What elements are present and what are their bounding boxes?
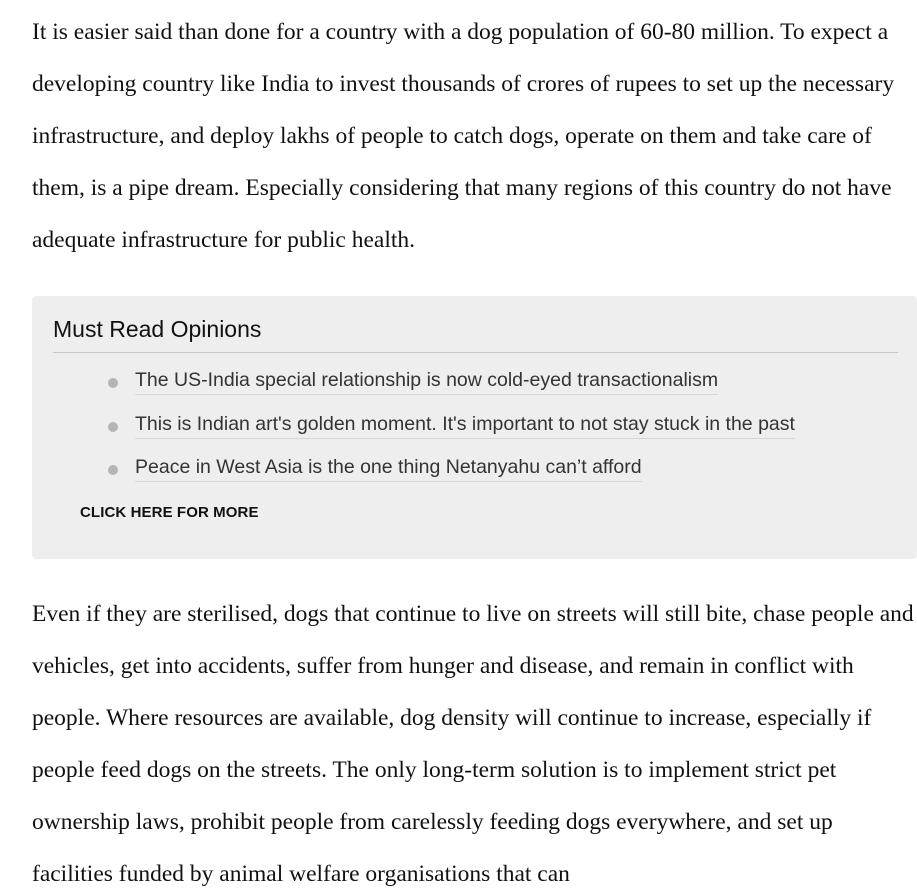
bullet-icon	[108, 465, 118, 475]
bullet-icon	[108, 422, 118, 432]
must-read-title: Must Read Opinions	[53, 316, 262, 342]
opinion-link[interactable]: This is Indian art's golden moment. It's important to not stay stuck in the past	[135, 410, 795, 439]
list-item	[32, 366, 917, 410]
opinions-list	[32, 366, 917, 497]
opinion-link[interactable]: The US-India special relationship is now cold-eyed transactionalism	[135, 366, 718, 395]
bullet-icon	[108, 378, 118, 388]
click-here-for-more-link[interactable]: CLICK HERE FOR MORE	[80, 504, 259, 521]
article-paragraph: It is easier said than done for a country with a dog population of 60-80 million. To expect a developing country like India to invest thousands of crores of rupees to set up the necessary infrastructure, and deploy lakhs of people to catch dogs, operate on them and take care of them, is a pipe dream. Especially considering that many regions of this country do not have adequate infrastructure for public health.	[32, 19, 895, 253]
divider	[53, 352, 898, 353]
opinion-link[interactable]: Peace in West Asia is the one thing Netanyahu can’t afford	[135, 453, 642, 482]
list-item	[32, 410, 917, 454]
must-read-opinions-box	[32, 296, 917, 559]
list-item	[32, 453, 917, 497]
article-paragraph: Even if they are sterilised, dogs that continue to live on streets will still bite, chase people and vehicles, get into accidents, suffer from hunger and disease, and remain in conflict with people. Where resources are available, dog density will continue to increase, especially if people feed dogs on the streets. The only long-term solution is to implement strict pet ownership laws, prohibit people from carelessly feeding dogs everywhere, and set up facilities funded by animal welfare organisations that can	[32, 601, 914, 887]
